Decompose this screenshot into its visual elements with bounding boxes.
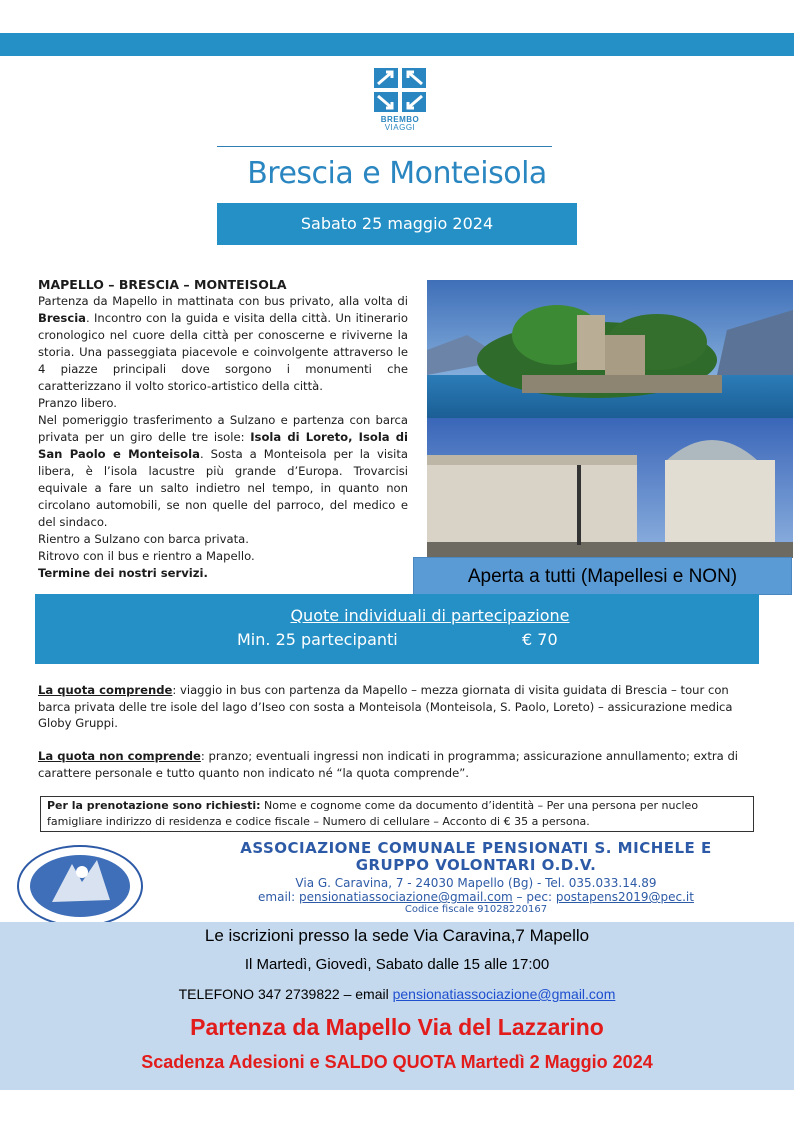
destination-photo <box>427 280 793 558</box>
association-pec-link[interactable]: postapens2019@pec.it <box>555 890 694 904</box>
itinerary-paragraph-6: Termine dei nostri servizi. <box>38 566 208 580</box>
association-tax-code: Codice fiscale 91028220167 <box>404 904 548 915</box>
date-banner: Sabato 25 maggio 2024 <box>217 203 577 245</box>
quote-price: € 70 <box>522 630 558 649</box>
itinerary-paragraph-4: Rientro a Sulzano con barca privata. <box>38 532 249 546</box>
itinerary-paragraph-1: Partenza da Mapello in mattinata con bus privato, alla volta di Brescia. Incontro con la guida e visita della città. Un itinerario cronologico nel cuore della città per conoscerne e riviverne la storia. Una passeggiata piacevole e coinvolgente attraverso le 4 piazze principali dove sorgono i monumenti che caratterizzano il volto storico-artistico della città. <box>38 294 408 393</box>
itinerary-paragraph-5: Ritrovo con il bus e rientro a Mapello. <box>38 549 255 563</box>
brand-name: BREMBO VIAGGI <box>380 115 420 132</box>
footer-panel <box>0 922 794 1090</box>
association-seal-icon <box>12 842 152 930</box>
open-to-all-banner: Aperta a tutti (Mapellesi e NON) <box>413 557 792 595</box>
quote-box <box>35 594 759 664</box>
footer-email-link[interactable]: pensionatiassociazione@gmail.com <box>392 986 616 1002</box>
not-includes-text: La quota non comprende: pranzo; eventuali ingressi non indicati in programma; assicurazione annullamento; extra di carattere personale e tutto quanto non indicato né “la quota comprende”. <box>38 749 739 780</box>
contact-phone-email: TELEFONO 347 2739822 – email pensionatiassociazione@gmail.com <box>178 986 616 1002</box>
payment-deadline: Scadenza Adesioni e SALDO QUOTA Martedì 2 Maggio 2024 <box>141 1052 653 1072</box>
association-name-2: GRUPPO VOLONTARI O.D.V. <box>355 856 597 874</box>
association-email-link[interactable]: pensionatiassociazione@gmail.com <box>298 890 513 904</box>
page-title: Brescia e Monteisola <box>247 156 547 191</box>
itinerary-heading: MAPELLO – BRESCIA – MONTEISOLA <box>38 277 287 292</box>
registration-hours: Il Martedì, Giovedì, Sabato dalle 15 alle 17:00 <box>244 956 550 973</box>
itinerary-paragraph-3: Nel pomeriggio trasferimento a Sulzano e partenza con barca privata per un giro delle tre isole: Isola di Loreto, Isola di San Paolo e Monteisola. Sosta a Monteisola per la visita libera, è l’isola lacustre più grande d’Europa. Trovarcisi equivale a fare un salto indietro nel tempo, in quanto non circolano automobili, se non quelle del parroco, del medico e del sindaco. <box>38 413 408 529</box>
association-contacts: email: pensionatiassociazione@gmail.com – pec: postapens2019@pec.it <box>258 890 694 904</box>
quote-min-participants: Min. 25 partecipanti <box>237 630 398 649</box>
registration-location: Le iscrizioni presso la sede Via Caravina,7 Mapello <box>204 926 590 945</box>
itinerary-paragraph-2: Pranzo libero. <box>38 396 117 410</box>
title-divider <box>217 146 552 147</box>
association-address: Via G. Caravina, 7 - 24030 Mapello (Bg) - Tel. 035.033.14.89 <box>295 876 657 890</box>
departure-location: Partenza da Mapello Via del Lazzarino <box>190 1014 604 1040</box>
itinerary-text <box>38 276 408 582</box>
booking-requirements: Per la prenotazione sono richiesti: Nome e cognome come da documento d’identità – Per una persona per nucleo famigliare indirizzo di residenza e codice fiscale – Numero di cellulare – Acconto di € 35 a persona. <box>40 796 754 832</box>
quote-title: Quote individuali di partecipazione <box>290 606 570 625</box>
association-name-1: ASSOCIAZIONE COMUNALE PENSIONATI S. MICHELE E <box>240 839 712 857</box>
includes-text: La quota comprende: viaggio in bus con partenza da Mapello – mezza giornata di visita guidata di Brescia – tour con barca privata delle tre isole del lago d’Iseo con sosta a Monteisola (Monteisola, S. Paolo, Loreto) – assicurazione medica Globy Gruppi. <box>38 683 733 730</box>
association-info <box>160 840 792 916</box>
top-banner-bar <box>0 33 794 56</box>
